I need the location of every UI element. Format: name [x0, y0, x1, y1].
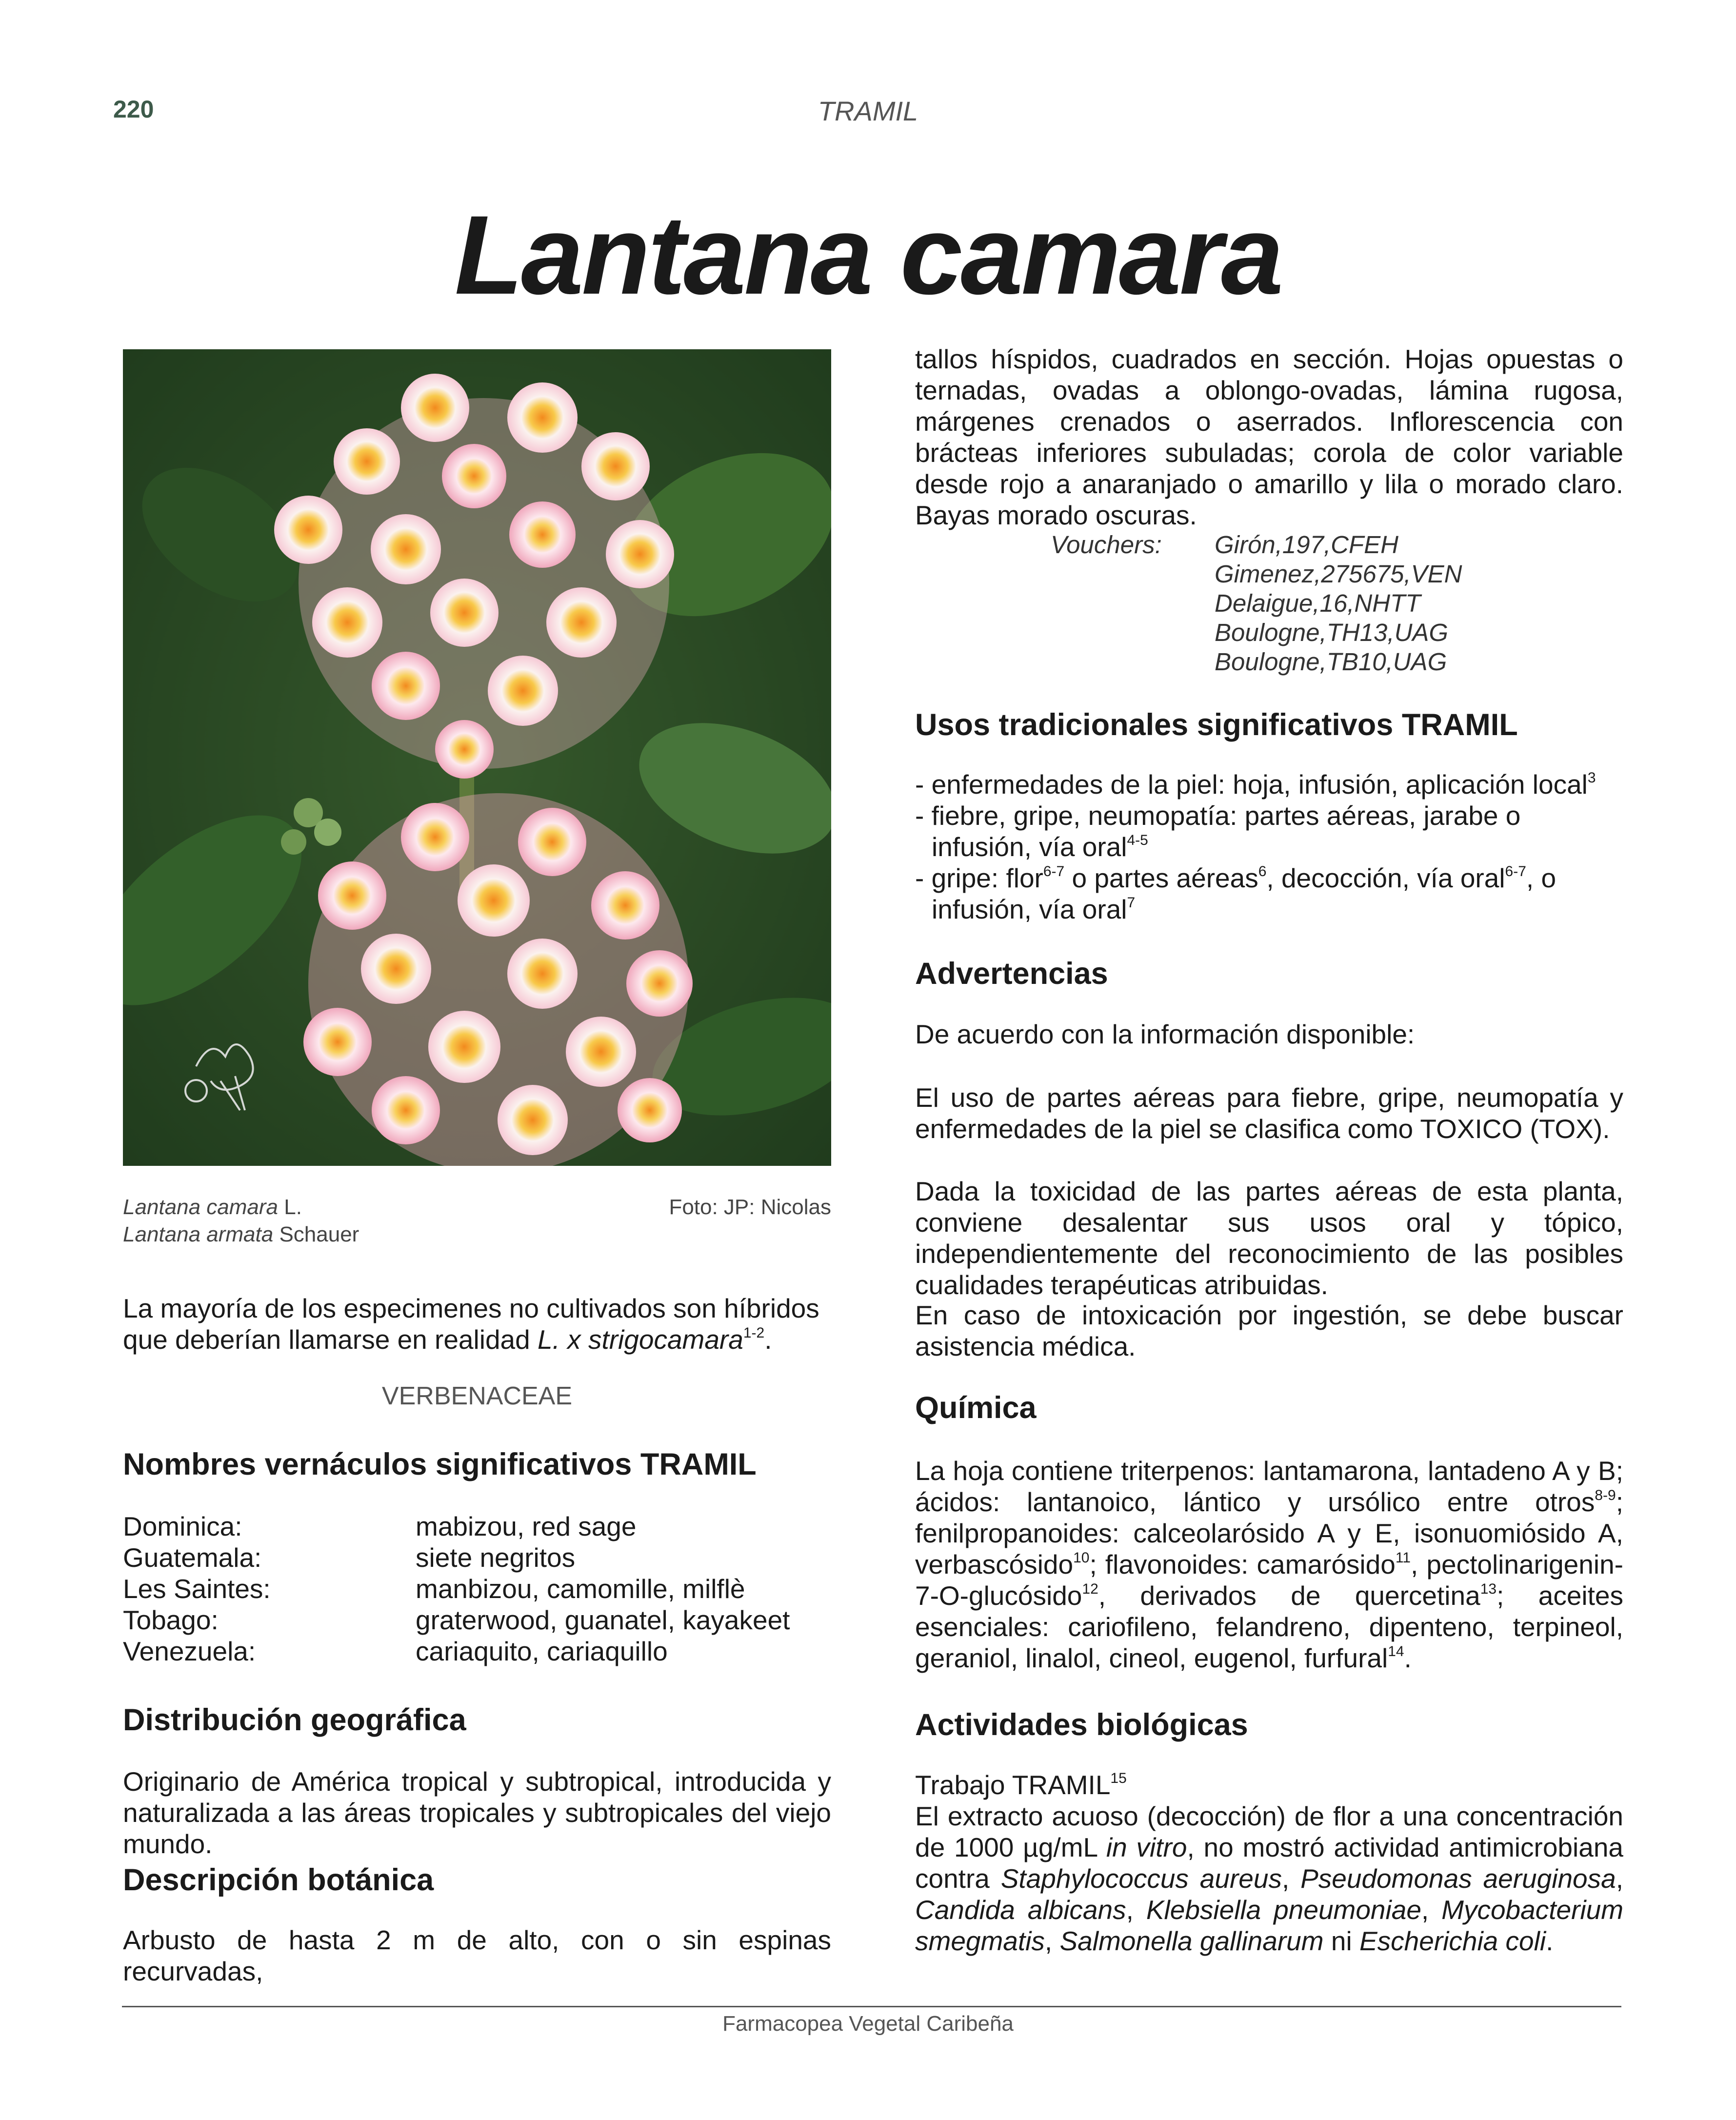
uses-item-ref: 6-7	[1043, 863, 1065, 880]
plant-photo	[123, 349, 831, 1166]
biological-segment: .	[1546, 1926, 1554, 1956]
vernacular-country: Guatemala:	[123, 1542, 262, 1573]
caption-species-2: Lantana armata	[123, 1222, 274, 1246]
vernacular-names: siete negritos	[416, 1542, 576, 1573]
intro-text: La mayoría de los especimenes no cultivados son híbridos que deberían llamarse en realidad	[123, 1293, 819, 1355]
photo-credit: Foto: JP: Nicolas	[669, 1195, 831, 1219]
vernacular-country: Tobago:	[123, 1605, 219, 1635]
biological-italic: Pseudomonas aeruginosa	[1300, 1863, 1616, 1894]
vernacular-country: Dominica:	[123, 1511, 242, 1541]
footer-text: Farmacopea Vegetal Caribeña	[722, 2012, 1014, 2036]
caption-species-1: Lantana camara	[123, 1195, 278, 1219]
chemistry-segment: .	[1404, 1643, 1412, 1673]
uses-item	[915, 800, 1623, 862]
biological-italic: Escherichia coli	[1359, 1926, 1546, 1956]
uses-list	[915, 769, 1623, 925]
uses-item-text: o partes aéreas	[1064, 863, 1258, 893]
voucher-item: Gimenez,275675,VEN	[1215, 560, 1462, 588]
voucher-item: Boulogne,TH13,UAG	[1215, 619, 1449, 646]
biological-segment: ,	[1126, 1895, 1146, 1925]
uses-item-ref: 3	[1587, 769, 1596, 786]
vernacular-country: Venezuela:	[123, 1636, 256, 1666]
caption-author-2: Schauer	[273, 1222, 359, 1246]
biological-subheading	[915, 1769, 1623, 1800]
warnings-p3: Dada la toxicidad de las partes aéreas de esta planta, conviene desalentar sus usos oral y tópico, independientemente del reconocimiento de las posibles cualidades terapéuticas atribuidas.	[915, 1176, 1623, 1300]
vernacular-row	[123, 1542, 831, 1573]
biological-heading: Actividades biológicas	[915, 1708, 1248, 1742]
biological-subheading-text: Trabajo TRAMIL	[915, 1770, 1111, 1800]
warnings-p2: El uso de partes aéreas para fiebre, gripe, neumopatía y enfermedades de la piel se clasifica como TOXICO (TOX).	[915, 1082, 1623, 1144]
vernacular-row	[123, 1604, 831, 1636]
biological-italic: Candida albicans	[915, 1895, 1126, 1925]
biological-segment: ,	[1616, 1863, 1623, 1894]
biological-italic: Salmonella gallinarum	[1059, 1926, 1324, 1956]
chemistry-segment: , pectolinarigenin-7-O-glucósido	[915, 1549, 1623, 1611]
vernacular-row	[123, 1573, 831, 1604]
vernacular-names: cariaquito, cariaquillo	[416, 1636, 668, 1666]
intro-end: .	[764, 1324, 772, 1355]
page-number: 220	[113, 96, 154, 123]
chemistry-segment: ; fenilpropanoides: calceolarósido A y E, isonuomiósido A, verbascósido	[915, 1487, 1623, 1580]
voucher-item: Boulogne,TB10,UAG	[1215, 648, 1447, 676]
biological-segment: El extracto acuoso (decocción) de flor a una concentración de 1000 µg/mL	[915, 1801, 1623, 1862]
uses-heading: Usos tradicionales significativos TRAMIL	[915, 708, 1518, 742]
biological-italic: in vitro	[1106, 1832, 1187, 1862]
photo-caption	[123, 1194, 611, 1248]
chemistry-segment: ; flavonoides: camarósido	[1089, 1549, 1396, 1580]
warnings-heading: Advertencias	[915, 957, 1108, 991]
uses-item-ref: 6	[1258, 863, 1267, 880]
biological-italic: Klebsiella pneumoniae	[1146, 1895, 1421, 1925]
vernacular-row	[123, 1636, 831, 1667]
footer-divider	[122, 2006, 1621, 2007]
chemistry-ref: 12	[1082, 1580, 1098, 1597]
biological-segment: ni	[1323, 1926, 1359, 1956]
distribution-text: Originario de América tropical y subtropical, introducida y naturalizada a las áreas tropicales y subtropicales del viejo mundo.	[123, 1766, 831, 1859]
warnings-p1: De acuerdo con la información disponible:	[915, 1019, 1415, 1049]
chemistry-ref: 11	[1395, 1549, 1411, 1566]
botanical-heading: Descripción botánica	[123, 1863, 434, 1897]
chemistry-ref: 14	[1388, 1643, 1404, 1660]
voucher-item: Girón,197,CFEH	[1215, 531, 1398, 559]
uses-item-ref: 7	[1127, 894, 1136, 911]
chemistry-heading: Química	[915, 1391, 1037, 1425]
uses-item-text: , decocción, vía oral	[1266, 863, 1505, 893]
biological-text	[915, 1800, 1623, 1957]
vouchers-list	[1215, 530, 1462, 677]
intro-species: L. x strigocamara	[538, 1324, 743, 1355]
lantana-flower-illustration	[123, 349, 831, 1166]
uses-item-text: - gripe: flor	[915, 863, 1043, 893]
vernacular-names: mabizou, red sage	[416, 1511, 637, 1541]
uses-item	[915, 769, 1623, 800]
caption-author-1: L.	[278, 1195, 302, 1219]
botanical-text-right: tallos híspidos, cuadrados en sección. Hojas opuestas o ternadas, ovadas a oblongo-ovadas, lámina rugosa, márgenes crenados o aserrados. Inflorescencia con brácteas inferiores subuladas; corola de color variable desde rojo a anaranjado o amarillo y lila o morado claro. Bayas morado oscuras.	[915, 344, 1623, 530]
botanical-text-left: Arbusto de hasta 2 m de alto, con o sin espinas recurvadas,	[123, 1925, 831, 1986]
uses-item	[915, 862, 1623, 925]
page-title: Lantana camara	[454, 192, 1282, 318]
chemistry-segment: ; aceites esenciales: cariofileno, felandreno, dipenteno, terpineol, geraniol, linalol, cineol, eugenol, furfural	[915, 1580, 1624, 1673]
vernacular-names: manbizou, camomille, milflè	[416, 1574, 745, 1604]
vernacular-list	[123, 1511, 831, 1667]
vernacular-names: graterwood, guanatel, kayakeet	[416, 1605, 790, 1635]
uses-item-text: - enfermedades de la piel: hoja, infusión, aplicación local	[915, 769, 1588, 800]
uses-item-text: - fiebre, gripe, neumopatía: partes aéreas, jarabe o infusión, vía oral	[915, 800, 1521, 862]
biological-segment: ,	[1421, 1895, 1442, 1925]
vernacular-heading: Nombres vernáculos significativos TRAMIL	[123, 1447, 757, 1481]
vouchers-label: Vouchers:	[1051, 531, 1162, 559]
biological-italic: Mycobacterium smegmatis	[915, 1895, 1624, 1956]
biological-segment: ,	[1281, 1863, 1301, 1894]
family-name: VERBENACEAE	[381, 1382, 573, 1410]
chemistry-text	[915, 1455, 1623, 1674]
uses-item-ref: 6-7	[1505, 863, 1526, 880]
biological-subheading-ref: 15	[1110, 1770, 1127, 1786]
uses-item-ref: 4-5	[1127, 832, 1148, 848]
warnings-p4: En caso de intoxicación por ingestión, se debe buscar asistencia médica.	[915, 1300, 1623, 1361]
intro-ref: 1-2	[743, 1324, 765, 1341]
uses-item-text: , o infusión, vía oral	[932, 863, 1556, 924]
chemistry-ref: 13	[1480, 1580, 1497, 1597]
distribution-heading: Distribución geográfica	[123, 1703, 466, 1737]
running-title: TRAMIL	[818, 96, 918, 126]
chemistry-ref: 10	[1073, 1549, 1090, 1566]
chemistry-segment: , derivados de quercetina	[1098, 1580, 1480, 1611]
vernacular-row	[123, 1511, 831, 1542]
voucher-item: Delaigue,16,NHTT	[1215, 589, 1421, 617]
chemistry-ref: 8-9	[1595, 1487, 1616, 1503]
biological-segment: ,	[1044, 1926, 1060, 1956]
vouchers	[1051, 530, 1462, 677]
chemistry-segment: La hoja contiene triterpenos: lantamarona, lantadeno A y B; ácidos: lantanoico, lántico y ursólico entre otros	[915, 1456, 1623, 1517]
intro-paragraph	[123, 1293, 831, 1355]
vernacular-country: Les Saintes:	[123, 1574, 271, 1604]
biological-segment: , no mostró actividad antimicrobiana contra	[915, 1832, 1623, 1894]
biological-italic: Staphylococcus aureus	[1000, 1863, 1282, 1894]
